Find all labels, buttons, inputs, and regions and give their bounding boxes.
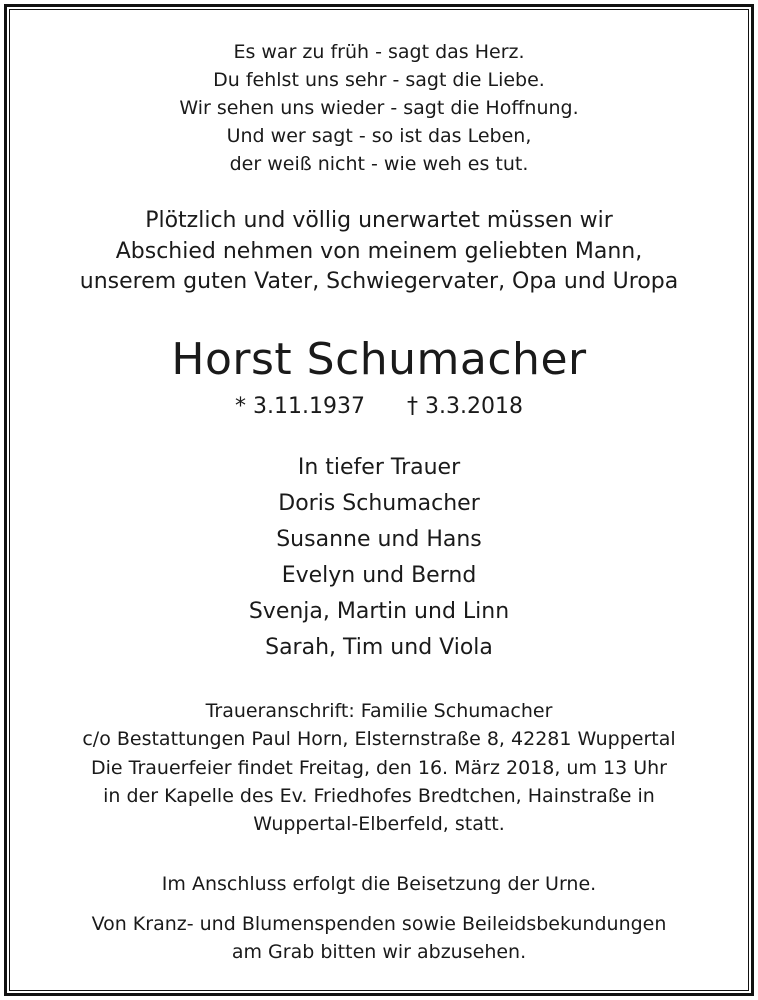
ceremony-line: Wuppertal-Elberfeld, statt. (253, 813, 505, 835)
poem-line: der weiß nicht - wie weh es tut. (229, 153, 529, 175)
deceased-name: Horst Schumacher (171, 334, 587, 385)
mourner-name: Evelyn und Bernd (281, 563, 477, 588)
address-line: Traueranschrift: Familie Schumacher (205, 700, 553, 722)
flowers-note (12, 910, 746, 966)
life-dates (12, 392, 746, 422)
intro-line: unserem guten Vater, Schwiegervater, Opa und Uropa (79, 269, 679, 294)
birth-date: * 3.11.1937 (235, 394, 365, 419)
mourners (12, 450, 746, 666)
ceremony-line: Die Trauerfeier findet Freitag, den 16. März 2018, um 13 Uhr (91, 757, 667, 779)
mourner-name: Susanne und Hans (276, 527, 482, 552)
urn-burial-note: Im Anschluss erfolgt die Beisetzung der Urne. (161, 873, 597, 895)
flowers-line: Von Kranz- und Blumenspenden sowie Beileidsbekundungen (91, 913, 667, 935)
ceremony-line: in der Kapelle des Ev. Friedhofes Bredtchen, Hainstraße in (103, 785, 655, 807)
address-line: c/o Bestattungen Paul Horn, Elsternstraße 8, 42281 Wuppertal (82, 728, 676, 750)
poem-line: Es war zu früh - sagt das Herz. (233, 41, 525, 63)
intro-text (12, 206, 746, 298)
mourning-address (12, 697, 746, 753)
mourner-name: Doris Schumacher (278, 491, 480, 516)
flowers-line: am Grab bitten wir abzusehen. (231, 941, 527, 963)
intro-line: Plötzlich und völlig unerwartet müssen wir (145, 208, 613, 233)
poem-line: Du fehlst uns sehr - sagt die Liebe. (213, 69, 545, 91)
ceremony-info (12, 754, 746, 838)
poem (12, 38, 746, 178)
mourners-heading: In tiefer Trauer (297, 455, 461, 480)
mourner-name: Sarah, Tim und Viola (265, 635, 493, 660)
poem-line: Und wer sagt - so ist das Leben, (226, 125, 532, 147)
intro-line: Abschied nehmen von meinem geliebten Mann, (115, 238, 643, 264)
poem-line: Wir sehen uns wieder - sagt die Hoffnung. (179, 97, 579, 119)
death-date: † 3.3.2018 (407, 394, 523, 419)
mourner-name: Svenja, Martin und Linn (248, 599, 510, 624)
